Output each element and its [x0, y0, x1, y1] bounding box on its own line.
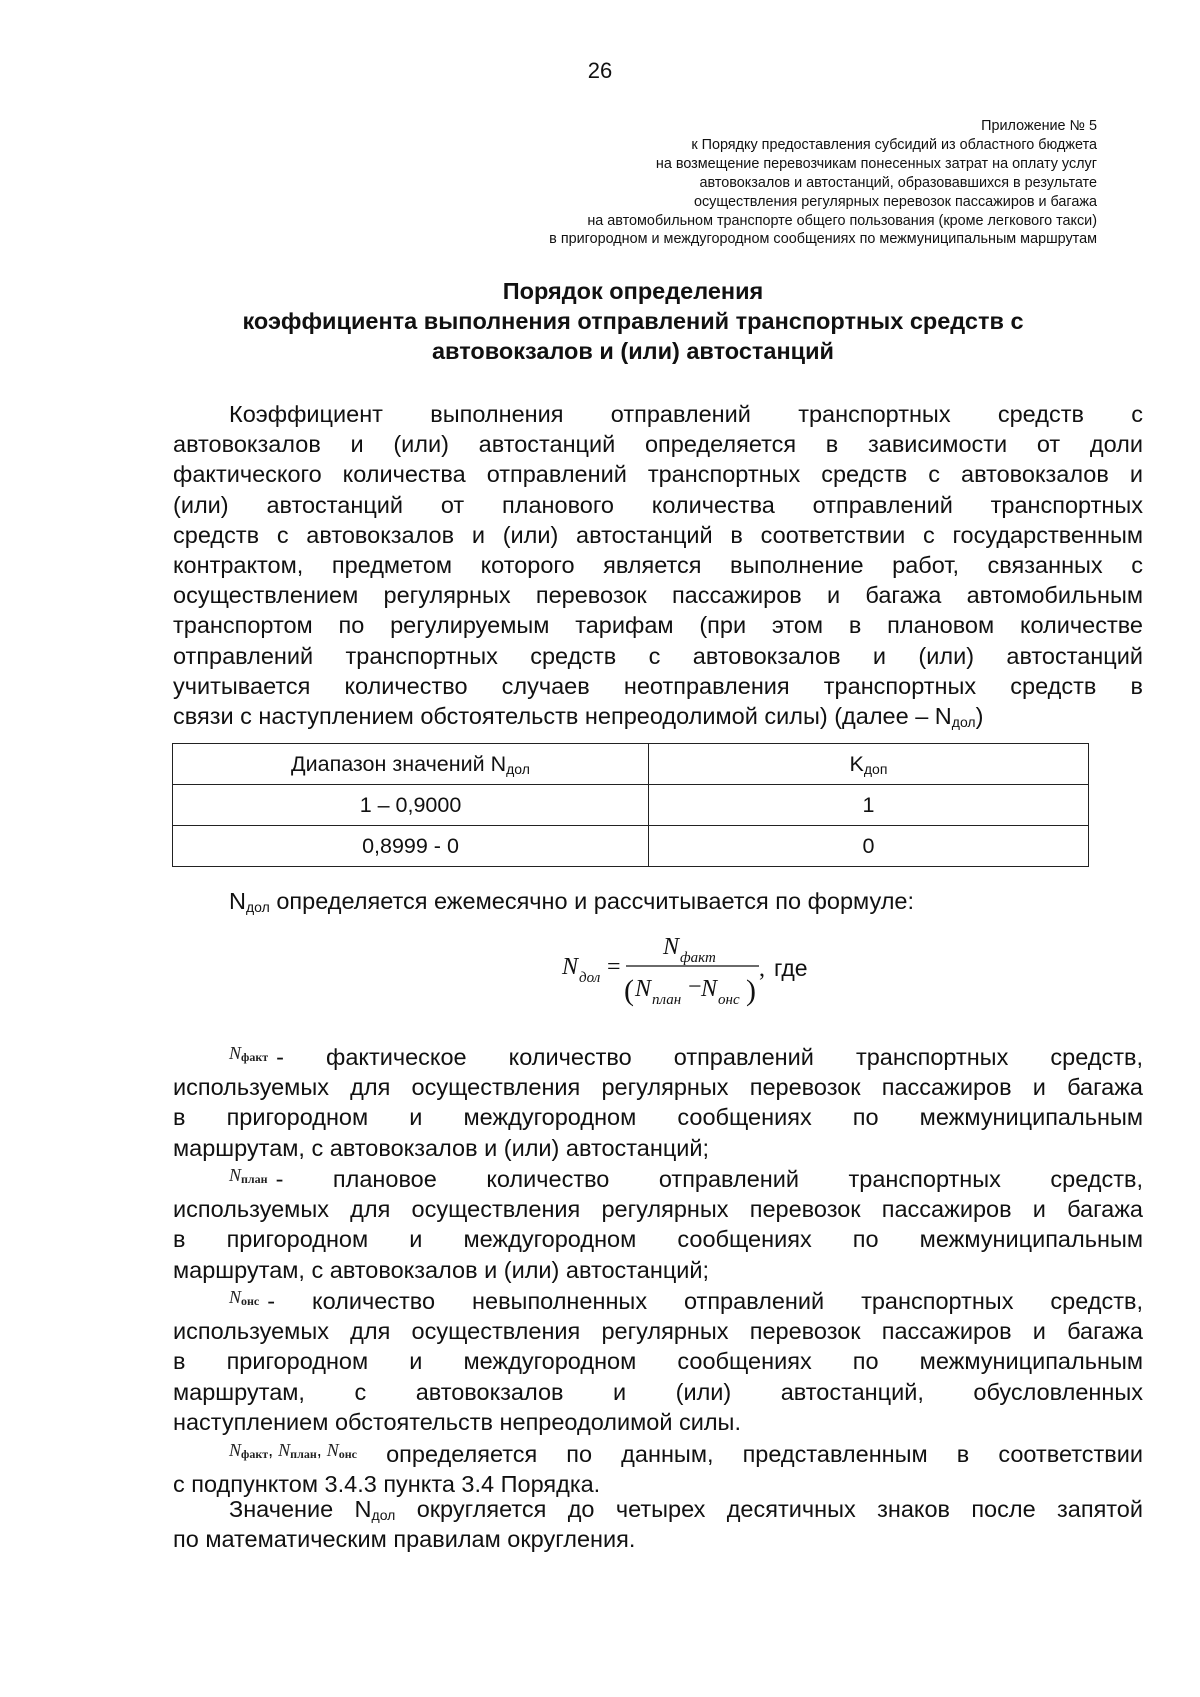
table-cell-range: 1 – 0,9000	[173, 785, 649, 826]
subscript: доп	[863, 760, 888, 777]
title-line: коэффициента выполнения отправлений транспортных средств с	[242, 308, 1024, 334]
paren-close: )	[746, 974, 756, 1007]
paragraph-line: транспортом по регулируемым тарифам (при этом в плановом количестве	[173, 612, 1143, 639]
paragraph-line: наступлением обстоятельств непреодолимой силы.	[173, 1408, 741, 1435]
formula-lhs-sub: дол	[579, 970, 601, 986]
symbol-letter: N	[326, 1440, 339, 1460]
paren-open: (	[624, 974, 634, 1007]
formula-lhs: N	[562, 954, 579, 980]
paragraph-line: в пригородном и междугородном сообщениях по межмуниципальным	[173, 1348, 1143, 1375]
formula	[560, 930, 860, 1010]
comma: ,	[759, 956, 765, 982]
symbol-sub: факт	[241, 1050, 269, 1064]
line-text: )	[975, 703, 984, 730]
table-row	[173, 785, 1089, 826]
appendix-line: в пригородном и междугородном сообщениях по межмуниципальным маршрутам	[549, 231, 1097, 248]
symbol-sub: план	[241, 1172, 268, 1186]
paragraph-line: Коэффициент выполнения отправлений транспортных средств с	[229, 401, 1143, 427]
page-number: 26	[587, 58, 613, 83]
header-text: Диапазон значений N	[291, 751, 507, 776]
paragraph-line: используемых для осуществления регулярных перевозок пассажиров и багажа	[173, 1074, 1143, 1101]
paragraph-line	[173, 1433, 1143, 1469]
paragraph-line: используемых для осуществления регулярных перевозок пассажиров и багажа	[173, 1196, 1143, 1223]
paragraph-line: с подпунктом 3.4.3 пункта 3.4 Порядка.	[173, 1471, 601, 1498]
equals-sign: =	[607, 954, 621, 980]
paragraph-line: маршрутам, с автовокзалов и (или) автостанций, обусловленных	[173, 1378, 1143, 1405]
formula-num: N	[663, 934, 680, 960]
paragraph-line: по математическим правилам округления.	[173, 1526, 636, 1553]
subscript: дол	[951, 714, 976, 731]
line-text: связи с наступлением обстоятельств непреодолимой силы) (далее – N	[173, 703, 952, 730]
definition-fact	[173, 1036, 1143, 1163]
table-header-cell	[173, 744, 649, 785]
definition-plan	[173, 1158, 1143, 1285]
minus-sign: −	[688, 974, 702, 1000]
symbol-letter: N	[229, 1287, 242, 1307]
paragraph-line: фактического количества отправлений транспортных средств с автовокзалов и	[173, 461, 1143, 488]
symbol-letter: N	[278, 1440, 291, 1460]
formula-intro-text: определяется ежемесячно и рассчитывается по формуле:	[269, 888, 915, 914]
paragraph-line: осуществлением регулярных перевозок пассажиров и багажа автомобильным	[173, 582, 1143, 609]
paragraph-line: в пригородном и междугородном сообщениях по межмуниципальным	[173, 1226, 1143, 1253]
paragraph-line: маршрутам, с автовокзалов и (или) автостанций;	[173, 1134, 710, 1161]
appendix-line: на автомобильном транспорте общего пользования (кроме легкового такси)	[587, 212, 1097, 229]
paragraph-line	[173, 1036, 1143, 1072]
line-text: - плановое количество отправлений транспортных средств,	[275, 1166, 1143, 1192]
appendix-line: к Порядку предоставления субсидий из областного бюджета	[691, 136, 1097, 153]
symbol-n-ons	[229, 1280, 259, 1316]
line-text: - количество невыполненных отправлений транспортных средств,	[267, 1288, 1143, 1314]
subscript: дол	[506, 760, 530, 777]
symbol-group: $N_{факт}$, $N_{план}$, $N_{онс}$	[229, 1440, 358, 1461]
symbol-n-fact	[229, 1036, 268, 1072]
source-paragraph	[173, 1433, 1143, 1499]
subscript: дол	[245, 899, 270, 915]
document-title	[173, 276, 1093, 366]
formula-den2-sub: онс	[718, 992, 740, 1008]
formula-intro-symbol: N	[229, 888, 246, 914]
appendix-line: осуществления регулярных перевозок пассажиров и багажа	[693, 193, 1097, 210]
paragraph-line: в пригородном и междугородном сообщениях по межмуниципальным	[173, 1104, 1143, 1131]
line-text: - фактическое количество отправлений транспортных средств,	[276, 1044, 1143, 1070]
table-cell-value: 0	[649, 826, 1089, 867]
coefficient-table	[172, 743, 1089, 867]
symbol-letter: N	[229, 1165, 242, 1185]
title-line: автовокзалов и (или) автостанций	[431, 338, 834, 364]
line-text: округляется до четырех десятичных знаков после запятой	[395, 1496, 1143, 1522]
line-text: определяется по данным, представленным в соответствии	[386, 1441, 1143, 1467]
paragraph-line	[173, 1158, 1143, 1194]
table-row	[173, 826, 1089, 867]
appendix-line: автовокзалов и автостанций, образовавшихся в результате	[699, 174, 1097, 191]
symbol-n-plan	[229, 1158, 268, 1194]
formula-den1-sub: план	[652, 992, 682, 1008]
line-text: Значение N	[229, 1496, 372, 1522]
symbol-sub: онс	[338, 1447, 358, 1461]
table-header-cell	[649, 744, 1089, 785]
subscript: дол	[371, 1507, 396, 1523]
paragraph-line: учитывается количество случаев неотправления транспортных средств в	[173, 672, 1143, 699]
intro-paragraph	[173, 399, 1143, 731]
paragraph-line: (или) автостанций от планового количества отправлений транспортных	[173, 491, 1143, 518]
title-line: Порядок определения	[502, 278, 764, 304]
paragraph-line: автовокзалов и (или) автостанций определяется в зависимости от доли	[173, 431, 1143, 458]
formula-num-sub: факт	[680, 950, 716, 966]
header-text: K	[849, 751, 864, 776]
paragraph-line	[173, 1280, 1143, 1316]
paragraph-line: средств с автовокзалов и (или) автостанций в соответствии с государственным	[173, 521, 1143, 548]
symbol-letter: N	[229, 1043, 242, 1063]
appendix-header	[397, 117, 1097, 249]
table-cell-value: 1	[649, 785, 1089, 826]
formula-den1: N	[635, 976, 652, 1002]
table-cell-range: 0,8999 - 0	[173, 826, 649, 867]
paragraph-line	[173, 1494, 1143, 1524]
symbol-sub: онс	[241, 1294, 260, 1308]
paragraph-line: маршрутам, с автовокзалов и (или) автостанций;	[173, 1256, 710, 1283]
formula-where: где	[774, 955, 808, 981]
paragraph-line: используемых для осуществления регулярных перевозок пассажиров и багажа	[173, 1318, 1143, 1345]
appendix-line: на возмещение перевозчикам понесенных затрат на оплату услуг	[655, 155, 1097, 172]
formula-den2: N	[701, 976, 718, 1002]
paragraph-line	[173, 701, 1143, 731]
symbol-letter: N	[229, 1440, 242, 1460]
paragraph-line: отправлений транспортных средств с автовокзалов и (или) автостанций	[173, 642, 1143, 669]
rounding-paragraph	[173, 1494, 1143, 1554]
table-header-row	[173, 744, 1089, 785]
definition-ons	[173, 1280, 1143, 1437]
appendix-line: Приложение № 5	[981, 118, 1097, 134]
paragraph-line: контрактом, предметом которого является выполнение работ, связанных с	[173, 552, 1143, 579]
symbol-sub: факт	[241, 1447, 269, 1461]
symbol-sub: план	[290, 1447, 317, 1461]
formula-intro	[229, 888, 914, 915]
